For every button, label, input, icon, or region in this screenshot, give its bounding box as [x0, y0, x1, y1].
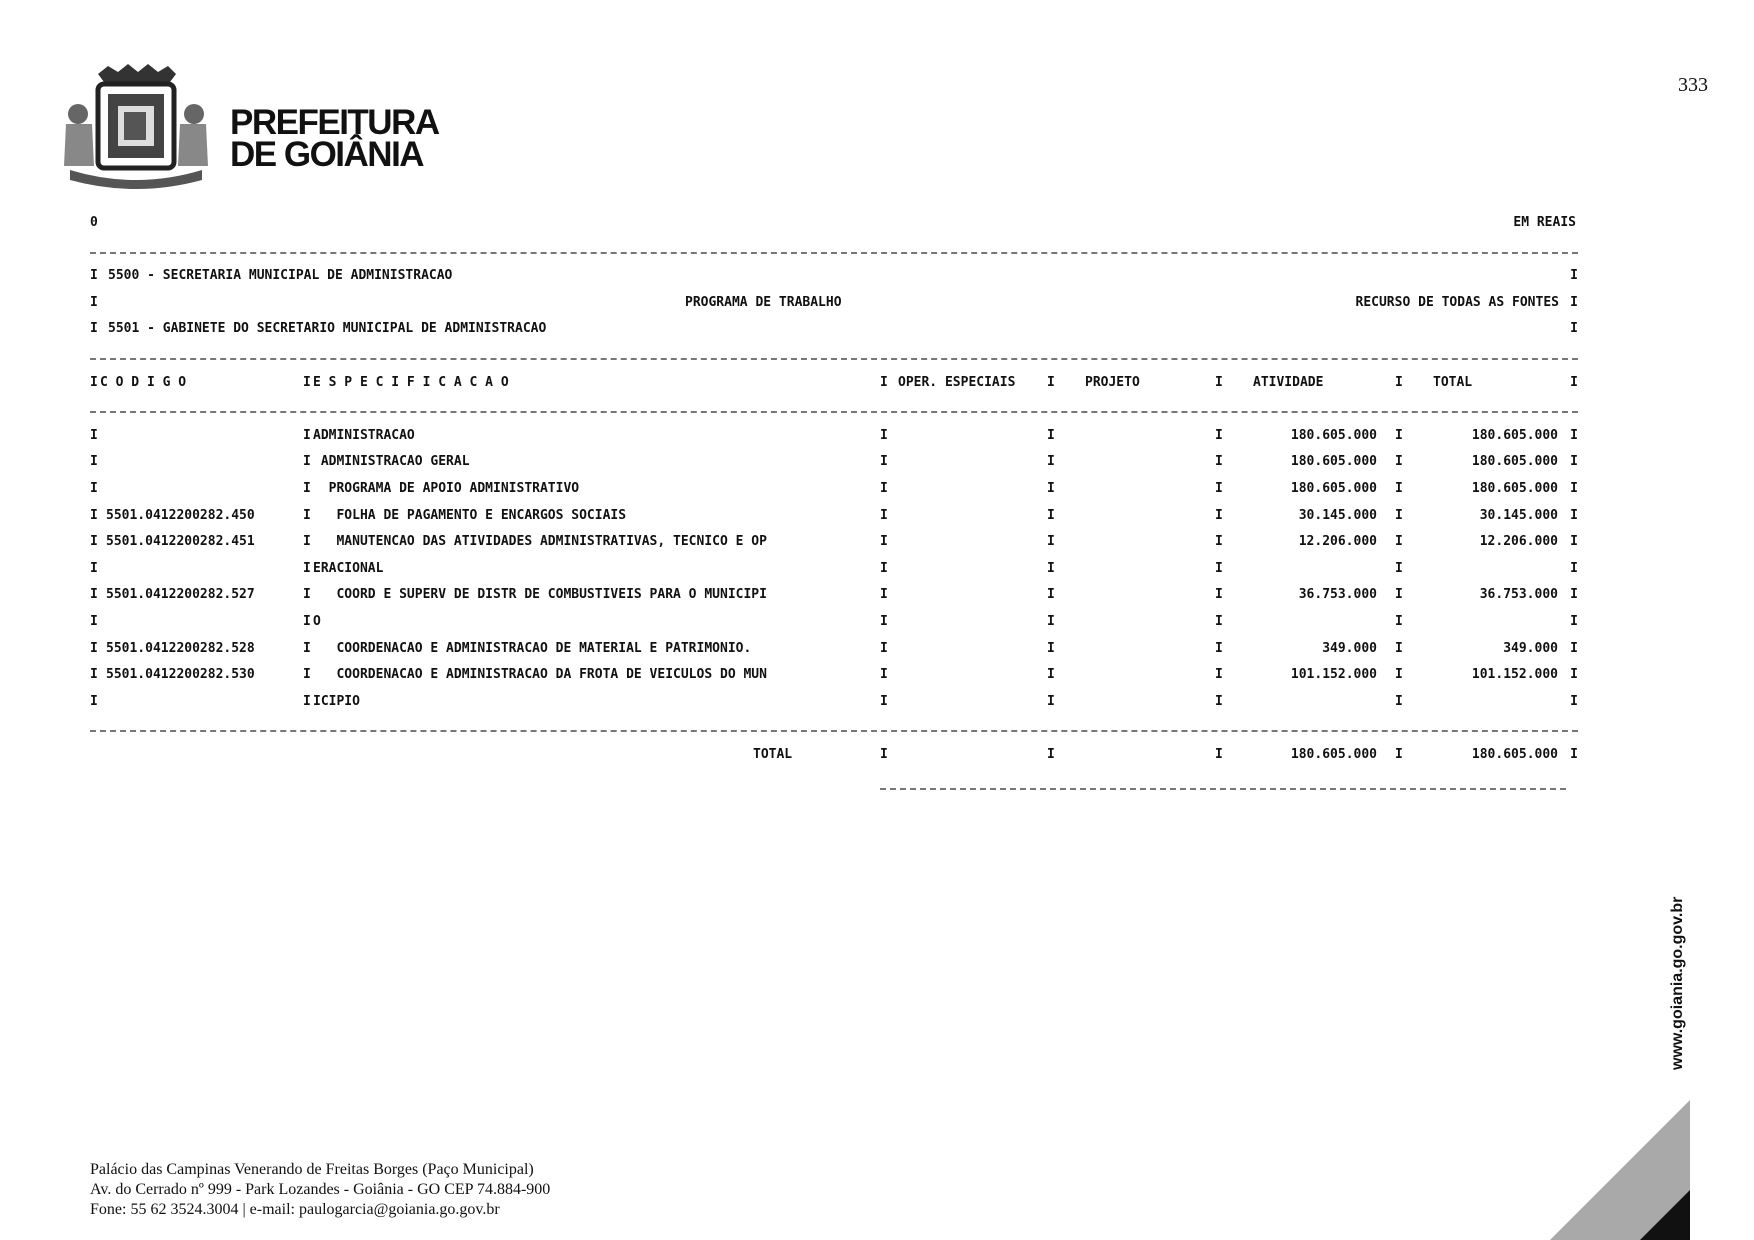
program-title-line: I PROGRAMA DE TRABALHO RECURSO DE TODAS AS FONTES I: [90, 294, 1578, 310]
col-atividade: ATIVIDADE: [1253, 374, 1324, 390]
total-row: TOTAL I I I 180.605.000 I 180.605.000 I: [753, 746, 1578, 762]
row-codigo: 5501.0412200282.530: [106, 667, 255, 683]
org-name: 5500 - SECRETARIA MUNICIPAL DE ADMINISTRACAO: [108, 268, 453, 284]
divider: [880, 788, 1566, 790]
table-row: I I ADMINISTRACAO I I I 180.605.000 I 180.605.000 I: [90, 427, 1578, 443]
table-row: I I ADMINISTRACAO GERAL I I I 180.605.000 I 180.605.000 I: [90, 454, 1578, 470]
corner-decoration: [1550, 1100, 1690, 1240]
row-total: 36.753.000: [1479, 587, 1558, 603]
row-total: 101.152.000: [1471, 667, 1558, 683]
row-total: 180.605.000: [1471, 480, 1558, 496]
row-atividade: 180.605.000: [1290, 480, 1377, 496]
total-label: TOTAL: [753, 746, 793, 762]
row-codigo: 5501.0412200282.451: [106, 534, 255, 550]
row-total: 180.605.000: [1471, 427, 1558, 443]
table-row: I 5501.0412200282.450 I FOLHA DE PAGAMENTO E ENCARGOS SOCIAIS I I I 30.145.000 I 30.145.000 I: [90, 507, 1578, 523]
org-line: I 5500 - SECRETARIA MUNICIPAL DE ADMINISTRACAO I: [90, 268, 1578, 284]
report-unit: EM REAIS: [1513, 215, 1576, 230]
col-especificacao: E S P E C I F I C A C A O: [313, 374, 509, 390]
col-codigo: C O D I G O: [100, 374, 187, 390]
row-especificacao: COORDENACAO E ADMINISTRACAO DA FROTA DE VEICULOS DO MUN: [313, 667, 767, 683]
divider: [90, 345, 1578, 372]
row-total: 30.145.000: [1479, 507, 1558, 523]
row-codigo: 5501.0412200282.528: [106, 640, 255, 656]
row-codigo: 5501.0412200282.450: [106, 507, 255, 523]
row-especificacao: ADMINISTRACAO: [313, 427, 415, 443]
row-atividade: 12.206.000: [1298, 534, 1377, 550]
row-especificacao: FOLHA DE PAGAMENTO E ENCARGOS SOCIAIS: [313, 507, 627, 523]
row-atividade: 180.605.000: [1290, 427, 1377, 443]
row-atividade: 101.152.000: [1290, 667, 1377, 683]
row-total: 349.000: [1503, 640, 1558, 656]
divider: [90, 398, 1578, 425]
row-especificacao: ICIPIO: [313, 693, 360, 709]
table-row: I 5501.0412200282.528 I COORDENACAO E ADMINISTRACAO DE MATERIAL E PATRIMONIO. I I I 349.000 I 349.000 I: [90, 640, 1578, 656]
page-number: 333: [1678, 74, 1708, 96]
row-total: 12.206.000: [1479, 534, 1558, 550]
row-especificacao: PROGRAMA DE APOIO ADMINISTRATIVO: [313, 480, 580, 496]
footer-line2: Av. do Cerrado nº 999 - Park Lozandes - Goiânia - GO CEP 74.884-900: [90, 1181, 551, 1198]
program-title: PROGRAMA DE TRABALHO: [685, 294, 842, 310]
table-row: I I ERACIONAL I I I I I: [90, 560, 1578, 576]
row-codigo: 5501.0412200282.527: [106, 587, 255, 603]
footer-line3: Fone: 55 62 3524.3004 | e-mail: paulogarcia@goiania.go.gov.br: [90, 1201, 500, 1218]
budget-report: [90, 212, 1578, 770]
total-total: 180.605.000: [1471, 746, 1558, 762]
brand-name-line1: PREFEITURA: [230, 103, 439, 142]
col-oper: OPER. ESPECIAIS: [898, 374, 1016, 390]
row-atividade: 349.000: [1322, 640, 1377, 656]
table-row: I I ICIPIO I I I I I: [90, 693, 1578, 709]
table-row: I I O I I I I I: [90, 613, 1578, 629]
total-atividade: 180.605.000: [1290, 746, 1377, 762]
coat-of-arms-logo: [58, 62, 213, 192]
divider: [90, 717, 1578, 744]
report-rows: [90, 425, 1578, 718]
row-especificacao: ADMINISTRACAO GERAL: [313, 454, 470, 470]
row-atividade: 180.605.000: [1290, 454, 1377, 470]
column-header-row: I C O D I G O I E S P E C I F I C A C A O I OPER. ESPECIAIS I PROJETO I ATIVIDADE I TOTAL I: [90, 374, 1578, 390]
col-projeto: PROJETO: [1085, 374, 1140, 390]
footer-line1: Palácio das Campinas Venerando de Freitas Borges (Paço Municipal): [90, 1161, 534, 1178]
row-atividade: 30.145.000: [1298, 507, 1377, 523]
table-row: I 5501.0412200282.451 I MANUTENCAO DAS ATIVIDADES ADMINISTRATIVAS, TECNICO E OP I I I 12.206.000 I 12.206.000 I: [90, 534, 1578, 550]
row-especificacao: ERACIONAL: [313, 560, 384, 576]
resource-title: RECURSO DE TODAS AS FONTES: [1355, 294, 1559, 310]
report-top-left: 0: [90, 215, 98, 230]
row-especificacao: MANUTENCAO DAS ATIVIDADES ADMINISTRATIVAS, TECNICO E OP: [313, 534, 767, 550]
table-row: I 5501.0412200282.527 I COORD E SUPERV DE DISTR DE COMBUSTIVEIS PARA O MUNICIPI I I I 36.753.000 I 36.753.000 I: [90, 587, 1578, 603]
unit-line: I 5501 - GABINETE DO SECRETARIO MUNICIPAL DE ADMINISTRACAO I: [90, 321, 1578, 337]
website-url: [1664, 890, 1690, 1070]
divider: [90, 239, 1578, 266]
brand-name-line2: DE GOIÂNIA: [230, 135, 424, 174]
website-url-text: www.goiania.go.gov.br: [1669, 896, 1686, 1070]
table-row: I I PROGRAMA DE APOIO ADMINISTRATIVO I I I 180.605.000 I 180.605.000 I: [90, 480, 1578, 496]
col-total: TOTAL: [1433, 374, 1473, 390]
footer-address: [90, 1160, 550, 1220]
row-especificacao: O: [313, 613, 321, 629]
report-top-line: [90, 212, 1578, 239]
row-especificacao: COORDENACAO E ADMINISTRACAO DE MATERIAL E PATRIMONIO.: [313, 640, 752, 656]
unit-name: 5501 - GABINETE DO SECRETARIO MUNICIPAL DE ADMINISTRACAO: [108, 321, 547, 337]
table-row: I 5501.0412200282.530 I COORDENACAO E ADMINISTRACAO DA FROTA DE VEICULOS DO MUN I I I 101.152.000 I 101.152.000 I: [90, 667, 1578, 683]
row-total: 180.605.000: [1471, 454, 1558, 470]
row-atividade: 36.753.000: [1298, 587, 1377, 603]
row-especificacao: COORD E SUPERV DE DISTR DE COMBUSTIVEIS PARA O MUNICIPI: [313, 587, 767, 603]
